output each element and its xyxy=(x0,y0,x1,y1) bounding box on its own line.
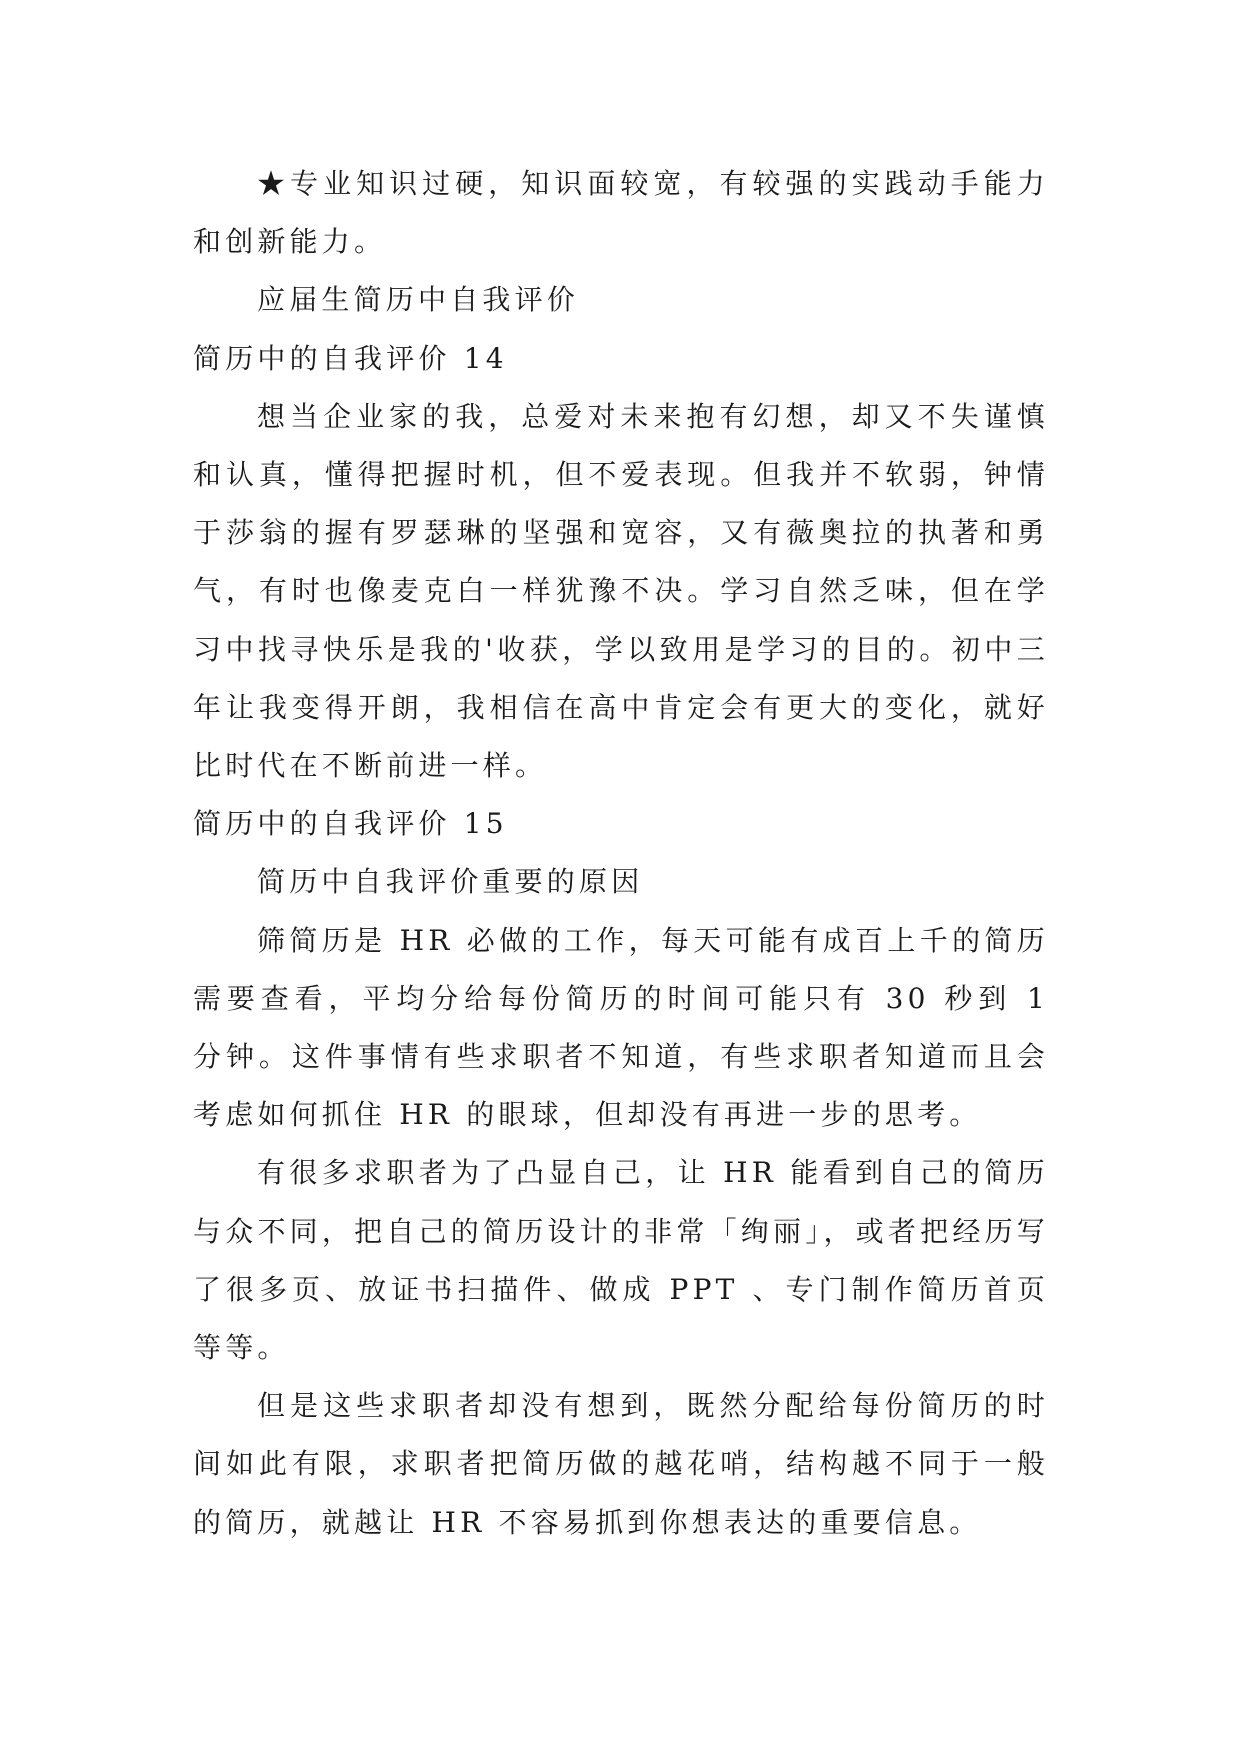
paragraph-fancy-resumes: 有很多求职者为了凸显自己，让 HR 能看到自己的简历与众不同，把自己的简历设计的非常「绚丽」，或者把经历写了很多页、放证书扫描件、做成 PPT 、专门制作简历首页等等。 xyxy=(193,1156,1049,1365)
heading-graduate-self-evaluation: 应届生简历中自我评价 xyxy=(257,283,580,317)
paragraph-hr-screening: 筛简历是 HR 必做的工作，每天可能有成百上千的简历需要查看，平均分给每份简历的时间可能只有 30 秒到 1 分钟。这件事情有些求职者不知道，有些求职者知道而且会考虑如何抓住 HR 的眼球，但却没有再进一步的思考。 xyxy=(193,923,1049,1132)
section-title-14: 简历中的自我评价 14 xyxy=(193,341,508,375)
paragraph-limited-time: 但是这些求职者却没有想到，既然分配给每份简历的时间如此有限，求职者把简历做的越花哨，结构越不同于一般的简历，就越让 HR 不容易抓到你想表达的重要信息。 xyxy=(193,1389,1049,1539)
paragraph-skills: ★专业知识过硬，知识面较宽，有较强的实践动手能力和创新能力。 xyxy=(193,167,1049,259)
document-body xyxy=(193,155,1049,1552)
paragraph-entrepreneur: 想当企业家的我，总爱对未来抱有幻想，却又不失谨慎和认真，懂得把握时机，但不爱表现。但我并不软弱，钟情于莎翁的握有罗瑟琳的坚强和宽容，又有薇奥拉的执著和勇气，有时也像麦克白一样犹豫不决。学习自然乏味，但在学习中找寻快乐是我的'收获，学以致用是学习的目的。初中三年让我变得开朗，我相信在高中肯定会有更大的变化，就好比时代在不断前进一样。 xyxy=(193,399,1049,783)
heading-importance-reasons: 简历中自我评价重要的原因 xyxy=(257,865,644,899)
section-title-15: 简历中的自我评价 15 xyxy=(193,807,508,841)
